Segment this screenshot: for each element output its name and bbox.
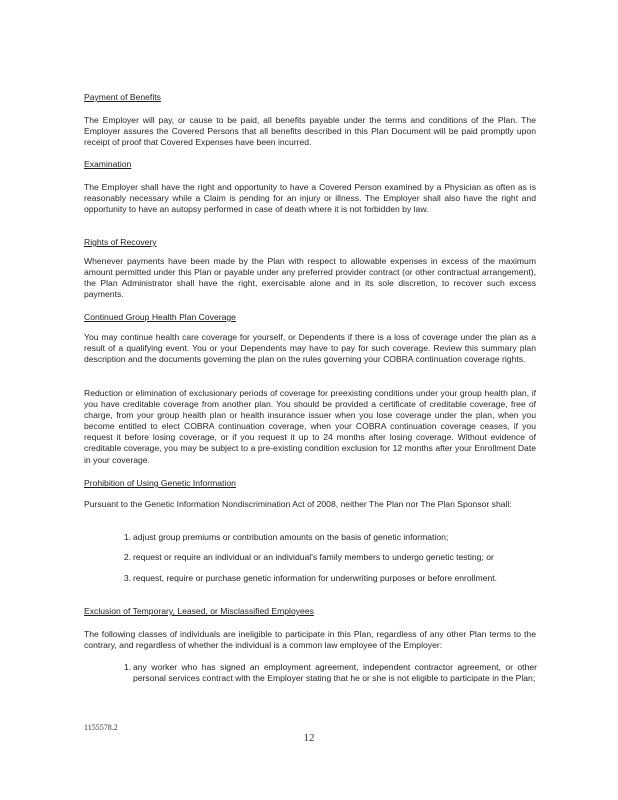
continued-coverage-body-2: Reduction or elimination of exclusionary periods of coverage for preexisting conditions under your group health plan, if you have creditable coverage from another plan. You should be provided a certificate of creditable coverage, free of charge, from your group health plan or health insurance issuer when you lose coverage under the plan, when you become entitled to elect COBRA continuation coverage, when your COBRA continuation coverage ceases, if you request it before losing coverage, or if you request it up to 24 months after losing coverage. Without evidence of creditable coverage, you may be subject to a pre-existing condition exclusion for 12 months after your Enrollment Date in your coverage. [84, 388, 536, 465]
continued-coverage-heading: Continued Group Health Plan Coverage [84, 312, 236, 322]
list-item-text: adjust group premiums or contribution amounts on the basis of genetic information; [133, 532, 449, 542]
genetic-intro: Pursuant to the Genetic Information Nondiscrimination Act of 2008, neither The Plan nor The Plan Sponsor shall: [84, 499, 512, 509]
examination-body: The Employer shall have the right and opportunity to have a Covered Person examined by a Physician as often as is reasonably necessary while a Claim is pending for an injury or illness. The Employer shall also have the right and opportunity to have an autopsy performed in case of death where it is not forbidden by law. [84, 182, 536, 215]
list-number: 2. [123, 552, 131, 562]
exclusion-intro: The following classes of individuals are ineligible to participate in this Plan, regardless of any other Plan terms to the contrary, and regardless of whether the individual is a common law employee of the Employer: [84, 629, 536, 651]
recovery-heading: Rights of Recovery [84, 237, 157, 247]
list-item-text: request or require an individual or an individual's family members to undergo genetic testing; or [133, 552, 494, 562]
recovery-body: Whenever payments have been made by the Plan with respect to allowable expenses in excess of the maximum amount permitted under this Plan or payable under any preferred provider contract (or other contractual arrangement), the Plan Administrator shall have the right, exercisable alone and in its sole discretion, to recover such excess payments. [84, 256, 536, 300]
page-number: 12 [303, 732, 315, 744]
list-number: 3. [123, 573, 131, 583]
list-item-text: any worker who has signed an employment agreement, independent contractor agreement, or other personal services contract with the Employer stating that he or she is not eligible to participate in the Plan; [133, 662, 537, 684]
examination-heading: Examination [84, 159, 132, 169]
continued-coverage-body-1: You may continue health care coverage for yourself, or Dependents if there is a loss of coverage under the plan as a result of a qualifying event. You or your Dependents may have to pay for such coverage. Review this summary plan description and the documents governing the plan on the rules governing your COBRA continuation coverage rights. [84, 332, 536, 365]
payment-heading: Payment of Benefits [84, 92, 161, 102]
document-id: 1155578.2 [84, 723, 118, 732]
payment-body: The Employer will pay, or cause to be paid, all benefits payable under the terms and conditions of the Plan. The Employer assures the Covered Persons that all benefits described in this Plan Document will be paid promptly upon receipt of proof that Covered Expenses have been incurred. [84, 115, 536, 148]
exclusion-heading: Exclusion of Temporary, Leased, or Misclassified Employees [84, 606, 314, 616]
list-number: 1. [123, 662, 131, 672]
list-item-text: request, require or purchase genetic information for underwriting purposes or before enrollment. [133, 573, 497, 583]
genetic-heading: Prohibition of Using Genetic Information [84, 478, 236, 488]
list-number: 1. [123, 532, 131, 542]
